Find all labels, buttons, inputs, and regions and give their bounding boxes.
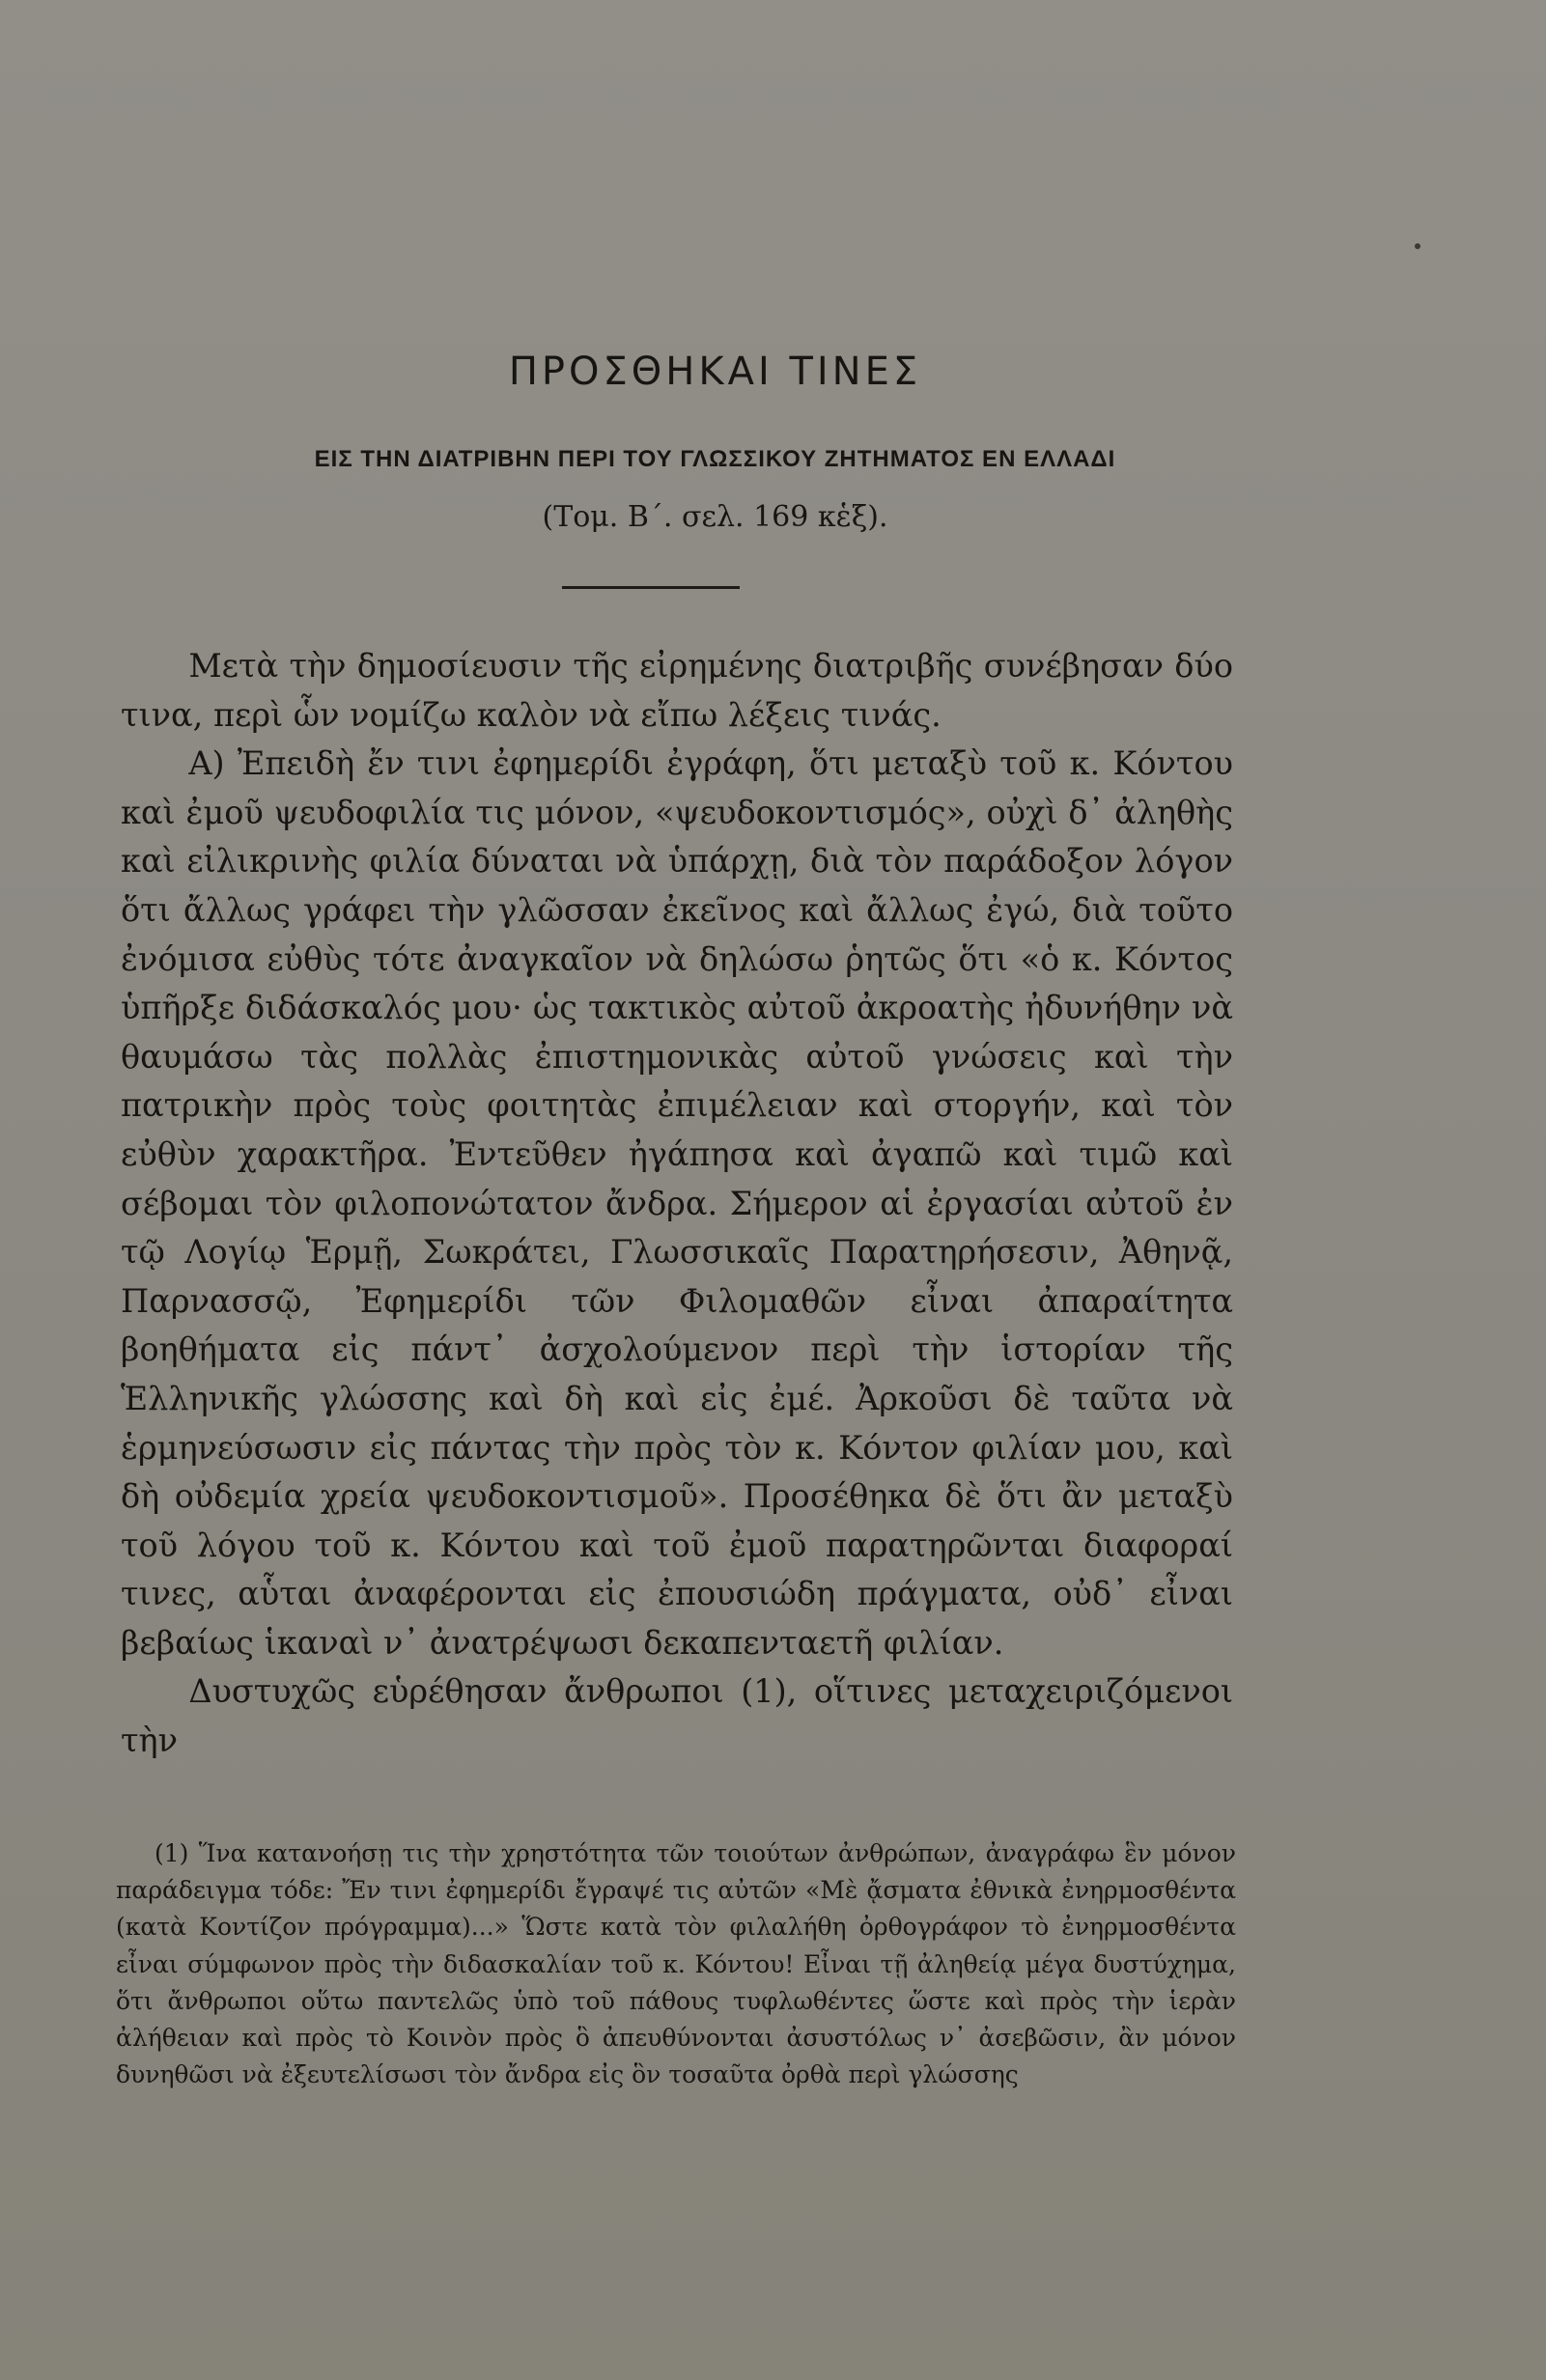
paragraph-a: Α) Ἐπειδὴ ἔν τινι ἐφημερίδι ἐγράφη, ὅτι μεταξὺ τοῦ κ. Κόντου καὶ ἐμοῦ ψευδοφιλία τις μόνον, «ψευδοκοντισμός», οὐχὶ δ᾽ ἀληθὴς καὶ εἰλικρινὴς φιλία δύναται νὰ ὑπάρχῃ, διὰ τὸν παράδοξον λόγον ὅτι ἄλλως γράφει τὴν γλῶσσαν ἐκεῖνος καὶ ἄλλως ἐγώ, διὰ τοῦτο ἐνόμισα εὐθὺς τότε ἀναγκαῖον νὰ δηλώσω ῥητῶς ὅτι «ὁ κ. Κόντος ὑπῆρξε διδάσκαλός μου· ὡς τακτικὸς αὐτοῦ ἀκροατὴς ἠδυνήθην νὰ θαυμάσω τὰς πολλὰς ἐπιστημονικὰς αὐτοῦ γνώσεις καὶ τὴν πατρικὴν πρὸς τοὺς φοιτητὰς ἐπιμέλειαν καὶ στοργήν, καὶ τὸν εὐθὺν χαρακτῆρα. Ἐντεῦθεν ἠγάπησα καὶ ἀγαπῶ καὶ τιμῶ καὶ σέβομαι τὸν φιλοπονώτατον ἄνδρα. Σήμερον αἱ ἐργασίαι αὐτοῦ ἐν τῷ Λογίῳ Ἑρμῇ, Σωκράτει, Γλωσσικαῖς Παρατηρήσεσιν, Ἀθηνᾷ, Παρνασσῷ, Ἐφημερίδι τῶν Φιλομαθῶν εἶναι ἀπαραίτητα βοηθήματα εἰς πάντ᾽ ἀσχολούμενον περὶ τὴν ἱστορίαν τῆς Ἑλληνικῆς γλώσσης καὶ δὴ καὶ εἰς ἐμέ. Ἀρκοῦσι δὲ ταῦτα νὰ ἑρμηνεύσωσιν εἰς πάντας τὴν πρὸς τὸν κ. Κόντον φιλίαν μου, καὶ δὴ οὐδεμία χρεία ψευδοκοντισμοῦ». Προσέθηκα δὲ ὅτι ἂν μεταξὺ τοῦ λόγου τοῦ κ. Κόντου καὶ τοῦ ἐμοῦ παρατηρῶνται διαφοραί τινες, αὗται ἀναφέρονται εἰς ἐπουσιώδη πράγματα, οὐδ᾽ εἶναι βεβαίως ἱκαναὶ ν᾽ ἀνατρέψωσι δεκαπενταετῆ φιλίαν. <box>121 744 1233 1662</box>
paragraph-intro: Μετὰ τὴν δημοσίευσιν τῆς εἰρημένης διατριβῆς συνέβησαν δύο τινα, περὶ ὧν νομίζω καλὸν νὰ εἴπω λέξεις τινάς. <box>121 647 1233 734</box>
ink-speck <box>1415 243 1420 249</box>
page-title: ΠΡΟΣΘΗΚΑΙ ΤΙΝΕΣ <box>508 350 922 394</box>
volume-reference: (Τομ. Β΄. σελ. 169 κἑξ). <box>542 500 888 534</box>
page-subtitle: ΕΙΣ ΤΗΝ ΔΙΑΤΡΙΒΗΝ ΠΕΡΙ ΤΟΥ ΓΛΩΣΣΙΚΟΥ ΖΗΤΗΜΑΤΟΣ ΕΝ ΕΛΛΑΔΙ <box>314 446 1116 472</box>
footnote-text: (1) Ἵνα κατανοήσῃ τις τὴν χρηστότητα τῶν τοιούτων ἀνθρώπων, ἀναγράφω ἓν μόνον παράδειγμα τόδε: Ἔν τινι ἐφημερίδι ἔγραψέ τις αὐτῶν «Μὲ ᾄσματα ἐθνικὰ ἐνηρμοσθέντα (κατὰ Κοντίζον πρόγραμμα)...» Ὥστε κατὰ τὸν φιλαλήθη ὀρθογράφον τὸ ἐνηρμοσθέντα εἶναι σύμφωνον πρὸς τὴν διδασκαλίαν τοῦ κ. Κόντου! Εἶναι τῇ ἀληθείᾳ μέγα δυστύχημα, ὅτι ἄνθρωποι οὕτω παντελῶς ὑπὸ τοῦ πάθους τυφλωθέντες ὥστε καὶ πρὸς τὴν ἱερὰν ἀλήθειαν καὶ πρὸς τὸ Κοινὸν πρὸς ὃ ἀπευθύνονται ἀσυστόλως ν᾽ ἀσεβῶσιν, ἂν μόνον δυνηθῶσι νὰ ἐξευτελίσωσι τὸν ἄνδρα εἰς ὃν τοσαῦτα ὀρθὰ περὶ γλώσσης <box>116 1839 1236 2089</box>
paragraph-continuation: Δυστυχῶς εὑρέθησαν ἄνθρωποι (1), οἵτινες μεταχειριζόμενοι τὴν <box>121 1672 1233 1760</box>
main-text <box>121 642 1233 1766</box>
footnote <box>116 1835 1236 2093</box>
title-rule <box>562 586 740 589</box>
